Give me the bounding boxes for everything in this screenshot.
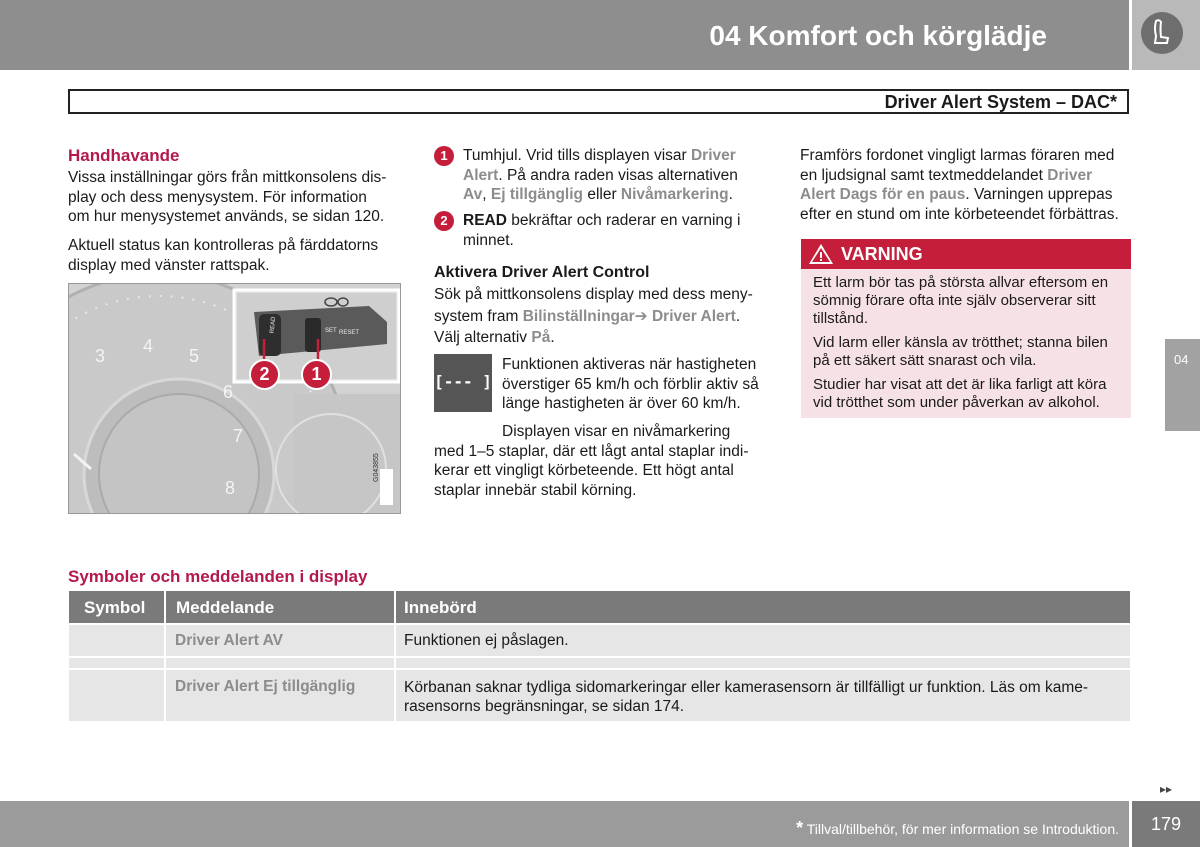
table-cell-symbol [69,670,164,721]
section-header [68,89,1129,114]
footer-note: * Tillval/tillbehör, för mer information se Introduktion. [796,818,1119,838]
table-spacer-cell [69,658,164,668]
table-spacer-cell [166,658,394,668]
page-number-box [1132,801,1200,847]
continue-arrows-icon: ▸▸ [1160,782,1173,796]
text-line: minnet. [463,231,514,249]
stalk-label: RESET [339,330,360,336]
text-line: överstiger 65 km/h och förblir aktiv så [502,375,759,393]
table-cell-meaning [396,670,1130,721]
stalk-label: SET [325,328,337,334]
text-line: play och dess menysystem. För information [68,188,367,206]
warning-text: Ett larm bör tas på största allvar eftersom en sömnig förare ofta inte själv observerar sitt tillstånd. [813,274,1109,327]
warning-title: VARNING [841,244,923,264]
text-line: Alert Dags för en paus. Varningen upprepas [800,186,1113,203]
heading-handhavande: Handhavande [68,146,180,165]
table-cell-meaning: Funktionen ej påslagen. [396,625,1130,656]
instrument-figure [68,283,401,514]
text-line: med 1–5 staplar, där ett lågt antal staplar indi- [434,442,749,460]
chapter-side-tab: 04 [1165,339,1200,431]
number-badge-1: 1 [434,146,454,166]
warning-box [801,239,1131,418]
list-item-1 [434,146,774,205]
gauge-number: 6 [223,382,234,402]
table-header-cell: Innebörd [396,591,1130,623]
callout-1: 1 [301,359,332,390]
gauge-number: 3 [95,346,106,366]
warning-text: Studier har visat att det är lika farligt att köra vid trötthet som under påverkan av alkohol. [813,376,1107,411]
subheading-activate: Aktivera Driver Alert Control [434,264,650,281]
intro-paragraph [68,168,408,227]
activate-paragraph [434,285,779,348]
text-line: system fram Bilinställningar➔ Driver Alert. [434,307,741,325]
text-line: Vissa inställningar görs från mittkonsolens dis- [68,169,387,186]
text-line: länge hastigheten är över 60 km/h. [502,395,741,412]
page-number: 179 [1150,814,1182,834]
text-line: Funktionen aktiveras när hastigheten [502,356,757,373]
level-paragraph [434,422,779,500]
chapter-icon-box [1132,0,1200,70]
text-line: Framförs fordonet vingligt larmas föraren med [800,147,1115,164]
gauge-number: 7 [233,426,244,446]
text-line: Av, Ej tillgänglig eller Nivåmarkering. [463,186,733,203]
number-badge-2: 2 [434,211,454,231]
table-cell-message: Driver Alert Ej tillgänglig [166,670,394,721]
figure-code: G043855 [373,453,380,482]
table-spacer-cell [396,658,1130,668]
callout-2: 2 [249,359,280,390]
section-title: Driver Alert System – DAC* [884,92,1117,112]
list-item-2 [434,211,774,250]
warning-header [801,239,1131,269]
arrow-icon: ➔ [634,307,648,325]
text-line: Aktuell status kan kontrolleras på färddatorns [68,237,379,254]
text-line: rasensorns begränsningar, se sidan 174. [404,698,685,715]
text-line: om hur menysystemet används, se sidan 120. [68,208,385,225]
speed-paragraph [502,355,782,414]
text-line: Sök på mittkonsolens display med dess meny- [434,286,753,303]
warning-triangle-icon [808,242,834,266]
text-line: staplar innebär stabil körning. [434,481,637,499]
table-cell-message: Driver Alert AV [166,625,394,656]
text-line: READ bekräftar och raderar en varning i [463,212,741,229]
text-line: kerar ett vingligt körbeteende. Ett högt antal [434,462,734,479]
header-bar [0,0,1129,70]
text-line: Välj alternativ På. [434,329,555,346]
table-header-cell: Meddelande [166,591,394,623]
text-line: display med vänster rattspak. [68,256,270,274]
text-line: en ljudsignal samt textmeddelandet Driver [800,166,1093,184]
chapter-title: 04 Komfort och körglädje [709,20,1047,51]
warning-body [813,274,1125,418]
text-line: Displayen visar en nivåmarkering [502,423,731,440]
gauge-number: 5 [189,346,200,366]
alarm-paragraph [800,146,1145,224]
gauge-number: 8 [225,478,236,498]
table-heading: Symboler och meddelanden i display [68,567,368,586]
footer-bar [0,801,1129,847]
text-line: Körbanan saknar tydliga sidomarkeringar eller kamerasensorn är tillfälligt ur funktion. Läs om kame- [404,679,1089,696]
text-line: Alert. På andra raden visas alternativen [463,166,738,184]
gauge-number: 4 [143,336,154,356]
text-line: Tumhjul. Vrid tills displayen visar Driver [463,147,736,164]
table-cell-symbol [69,625,164,656]
warning-text: Vid larm eller känsla av trötthet; stanna bilen på ett säkert sätt snarast och vila. [813,334,1108,369]
status-paragraph [68,236,408,275]
text-line: efter en stund om inte körbeteendet förbättras. [800,205,1119,223]
table-header-cell: Symbol [69,591,164,623]
seat-icon [1141,12,1183,54]
display-symbol-icon: [--- ] [434,354,492,412]
stalk-label: READ [269,316,278,334]
